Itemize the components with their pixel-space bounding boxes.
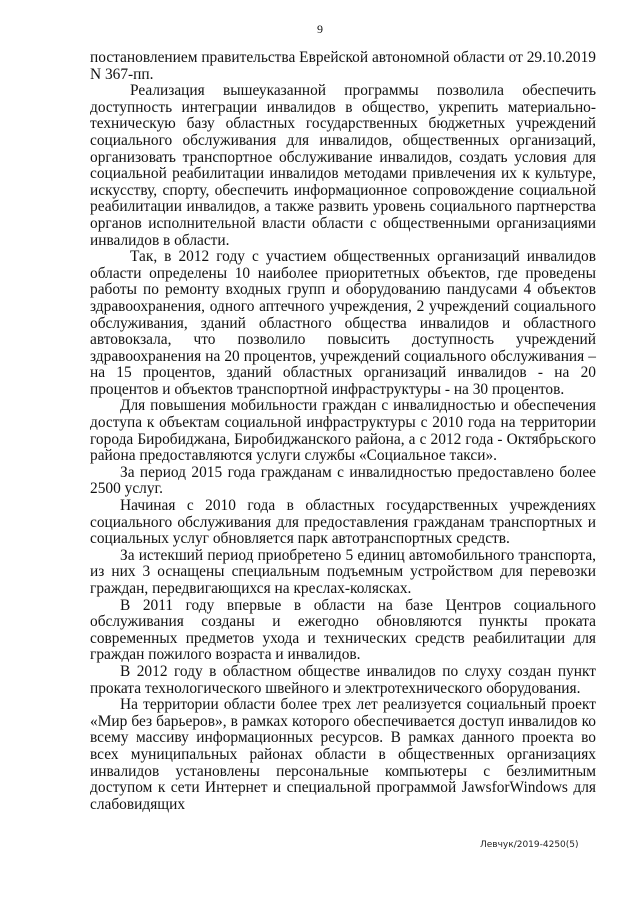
- paragraph-2015-services: За период 2015 года гражданам с инвалидностью предоставлено более 2500 услуг.: [90, 463, 596, 498]
- paragraph-program-results: Реализация вышеуказанной программы позволила обеспечить доступность интеграции инвалидов в общество, укрепить материально-техническую базу областных государственных бюджетных учреждений социального обслуживания для инвалидов, общественных организаций, организовать транспортное обслуживание инвалидов, создать условия для социальной реабилитации инвалидов методами привлечения их к культуре, искусству, спорту, обеспечить информационное сопровождение социальной реабилитации инвалидов, а также развить уровень социального партнерства органов исполнительной власти области с общественными организациями инвалидов в области.: [90, 82, 596, 249]
- paragraph-rental-points: В 2011 году впервые в области на базе Центров социального обслуживания созданы и ежегодно обновляются пункты проката современных предметов ухода и технических средств реабилитации для граждан пожилого возраста и инвалидов.: [90, 596, 596, 664]
- paragraph-hearing-society: В 2012 году в областном обществе инвалидов по слуху создан пункт проката технологического швейного и электротехнического оборудования.: [90, 662, 596, 697]
- paragraph-social-taxi: Для повышения мобильности граждан с инвалидностью и обеспечения доступа к объектам социальной инфраструктуры с 2010 года на территории города Биробиджана, Биробиджанского района, а с 2012 года - Октябрьского района предоставляются услуги службы «Социальное такси».: [90, 397, 596, 465]
- document-code: Левчук/2019-4250(5): [480, 840, 579, 850]
- paragraph-continuation: постановлением правительства Еврейской автономной области от 29.10.2019 N 367-пп.: [90, 49, 596, 83]
- document-body: [90, 50, 596, 813]
- paragraph-2012-objects: Так, в 2012 году с участием общественных организаций инвалидов области определены 10 наиболее приоритетных объектов, где проведены работы по ремонту входных групп и оборудованию пандусами 4 объектов здравоохранения, одного аптечного учреждения, 2 учреждений социального обслуживания, зданий областного общества инвалидов и областного автовокзала, что позволило повысить доступность учреждений здравоохранения на 20 процентов, учреждений социального обслуживания – на 15 процентов, зданий областных организаций инвалидов - на 20 процентов и объектов транспортной инфраструктуры - на 30 процентов.: [90, 248, 596, 398]
- paragraph-vehicle-fleet: Начиная с 2010 года в областных государственных учреждениях социального обслуживания для предоставления гражданам транспортных и социальных услуг обновляется парк автотранспортных средств.: [90, 497, 596, 548]
- paragraph-vehicles-purchased: За истекший период приобретено 5 единиц автомобильного транспорта, из них 3 оснащены специальным подъемным устройством для перевозки граждан, передвигающихся на креслах-колясках.: [90, 546, 596, 597]
- page-number: 9: [317, 22, 323, 36]
- paragraph-world-without-barriers: На территории области более трех лет реализуется социальный проект «Мир без барьеров», в рамках которого обеспечивается доступ инвалидов ко всему массиву информационных ресурсов. В рамках данного проекта во всех муниципальных районах области в общественных организациях инвалидов установлены персональные компьютеры с безлимитным доступом к сети Интернет и специальной программой JawsforWindows для слабовидящих: [90, 696, 596, 813]
